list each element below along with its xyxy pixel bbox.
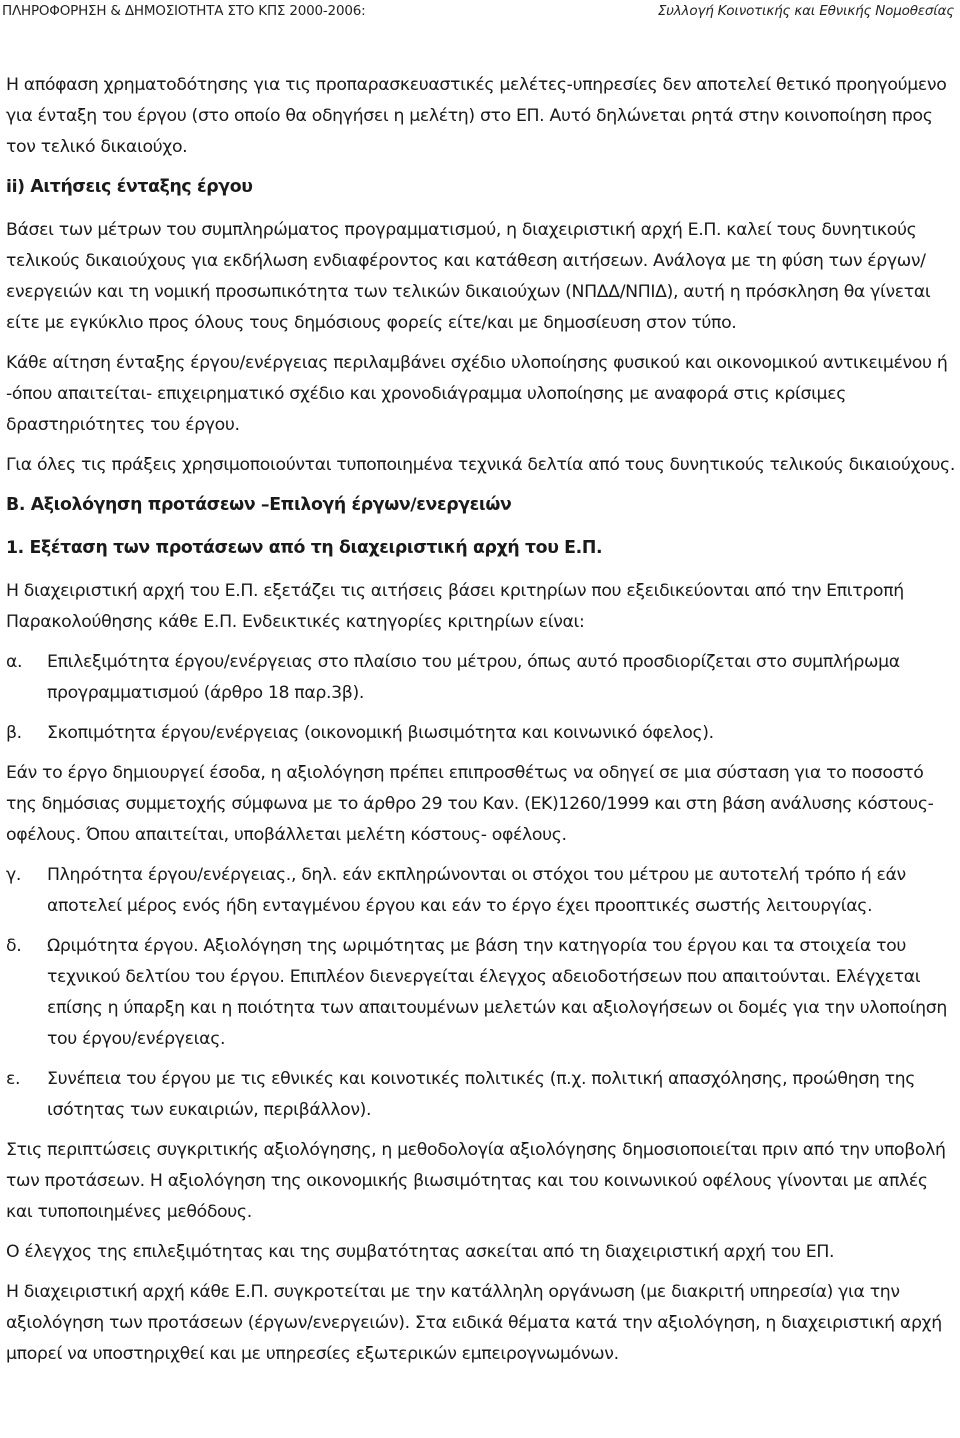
criterion-b-note: Εάν το έργο δημιουργεί έσοδα, η αξιολόγηση πρέπει επιπροσθέτως να οδηγεί σε μια σύσταση για το ποσοστό της δημόσιας συμμετοχής σύμφωνα με το άρθρο 29 του Καν. (ΕΚ)1260/1999 και στη βάση ανάλυσης κόστους-οφέλους. Όπου απαιτείται, υποβάλλεται μελέτη κόστους- οφέλους. (6, 763, 934, 845)
criterion-label: δ. (6, 936, 22, 956)
criterion-item (6, 1064, 956, 1126)
page-header (0, 0, 960, 24)
section-heading-ii: ii) Αιτήσεις ένταξης έργου (6, 177, 253, 197)
header-publication-title: ΠΛΗΡΟΦΟΡΗΣΗ & ΔΗΜΟΣΙΟΤΗΤΑ ΣΤΟ ΚΠΣ 2000-2006: (2, 3, 366, 19)
criterion-label: β. (6, 723, 22, 743)
paragraph-ii-technical-sheets: Για όλες τις πράξεις χρησιμοποιούνται τυποποιημένα τεχνικά δελτία από τους δυνητικούς τελικούς δικαιούχους. (6, 455, 955, 475)
section-heading-b: Β. Αξιολόγηση προτάσεων –Επιλογή έργων/ενεργειών (6, 495, 512, 515)
intro-paragraph: Η απόφαση χρηματοδότησης για τις προπαρασκευαστικές μελέτες-υπηρεσίες δεν αποτελεί θετικό προηγούμενο για ένταξη του έργου (στο οποίο θα οδηγήσει η μελέτη) στο ΕΠ. Αυτό δηλώνεται ρητά στην κοινοποίηση προς τον τελικό δικαιούχο. (6, 75, 947, 157)
criterion-text: Ωριμότητα έργου. Αξιολόγηση της ωριμότητας με βάση την κατηγορία του έργου και τα στοιχεία του τεχνικού δελτίου του έργου. Επιπλέον διενεργείται έλεγχος αδειοδοτήσεων που απαιτούνται. Ελέγχεται επίσης η ύπαρξη και η ποιότητα των απαιτουμένων μελετών και αξιολογήσεων οι δομές για την υλοποίηση του έργου/ενέργειας. (47, 936, 947, 1049)
criterion-item (6, 647, 956, 709)
criterion-item (6, 718, 956, 749)
criterion-item (6, 860, 956, 922)
paragraph-ii-invitation: Βάσει των μέτρων του συμπληρώματος προγραμματισμού, η διαχειριστική αρχή Ε.Π. καλεί τους δυνητικούς τελικούς δικαιούχους για εκδήλωση ενδιαφέροντος και κατάθεση αιτήσεων. Ανάλογα με τη φύση των έργων/ενεργειών και τη νομική προσωπικότητα των τελικών δικαιούχων (ΝΠΔΔ/ΝΠΙΔ), αυτή η πρόσκληση θα γίνεται είτε με εγκύκλιο προς όλους τους δημόσιους φορείς είτε/και με δημοσίευση στον τύπο. (6, 220, 931, 333)
paragraph-comparative-evaluation: Στις περιπτώσεις συγκριτικής αξιολόγησης, η μεθοδολογία αξιολόγησης δημοσιοποιείται πριν από την υποβολή των προτάσεων. Η αξιολόγηση της οικονομικής βιωσιμότητας και του κοινωνικού οφέλους γίνονται με απλές και τυποποιημένες μεθόδους. (6, 1140, 946, 1222)
criterion-label: ε. (6, 1069, 21, 1089)
criterion-text: Σκοπιμότητα έργου/ενέργειας (οικονομική βιωσιμότητα και κοινωνικό όφελος). (47, 723, 714, 743)
criterion-label: γ. (6, 865, 22, 885)
criterion-item (6, 931, 956, 1055)
paragraph-criteria-intro: Η διαχειριστική αρχή του Ε.Π. εξετάζει τις αιτήσεις βάσει κριτηρίων που εξειδικεύονται από την Επιτροπή Παρακολούθησης κάθε Ε.Π. Ενδεικτικές κατηγορίες κριτηρίων είναι: (6, 581, 904, 632)
criterion-text: Συνέπεια του έργου με τις εθνικές και κοινοτικές πολιτικές (π.χ. πολιτική απασχόλησης, προώθηση της ισότητας των ευκαιριών, περιβάλλον). (47, 1069, 916, 1120)
subsection-heading-1: 1. Εξέταση των προτάσεων από τη διαχειριστική αρχή του Ε.Π. (6, 538, 603, 558)
criterion-text: Πληρότητα έργου/ενέργειας., δηλ. εάν εκπληρώνονται οι στόχοι του μέτρου με αυτοτελή τρόπο ή εάν αποτελεί μέρος ενός ήδη ενταγμένου έργου και εάν το έργο έχει προοπτικές σωστής λειτουργίας. (47, 865, 906, 916)
document-body (6, 70, 956, 1379)
criterion-text: Επιλεξιμότητα έργου/ενέργειας στο πλαίσιο του μέτρου, όπως αυτό προσδιορίζεται στο συμπλήρωμα προγραμματισμού (άρθρο 18 παρ.3β). (47, 652, 900, 703)
paragraph-organization: Η διαχειριστική αρχή κάθε Ε.Π. συγκροτείται με την κατάλληλη οργάνωση (με διακριτή υπηρεσία) για την αξιολόγηση των προτάσεων (έργων/ενεργειών). Στα ειδικά θέματα κατά την αξιολόγηση, η διαχειριστική αρχή μπορεί να υποστηριχθεί και με υπηρεσίες εξωτερικών εμπειρογνωμόνων. (6, 1282, 942, 1364)
paragraph-eligibility-control: Ο έλεγχος της επιλεξιμότητας και της συμβατότητας ασκείται από τη διαχειριστική αρχή του ΕΠ. (6, 1242, 835, 1262)
paragraph-ii-application-content: Κάθε αίτηση ένταξης έργου/ενέργειας περιλαμβάνει σχέδιο υλοποίησης φυσικού και οικονομικού αντικειμένου ή -όπου απαιτείται- επιχειρηματικό σχέδιο και χρονοδιάγραμμα υλοποίησης με αναφορά στις κρίσιμες δραστηριότητες του έργου. (6, 353, 948, 435)
criterion-label: α. (6, 652, 23, 672)
header-collection-title: Συλλογή Κοινοτικής και Εθνικής Νομοθεσίας (657, 3, 954, 19)
